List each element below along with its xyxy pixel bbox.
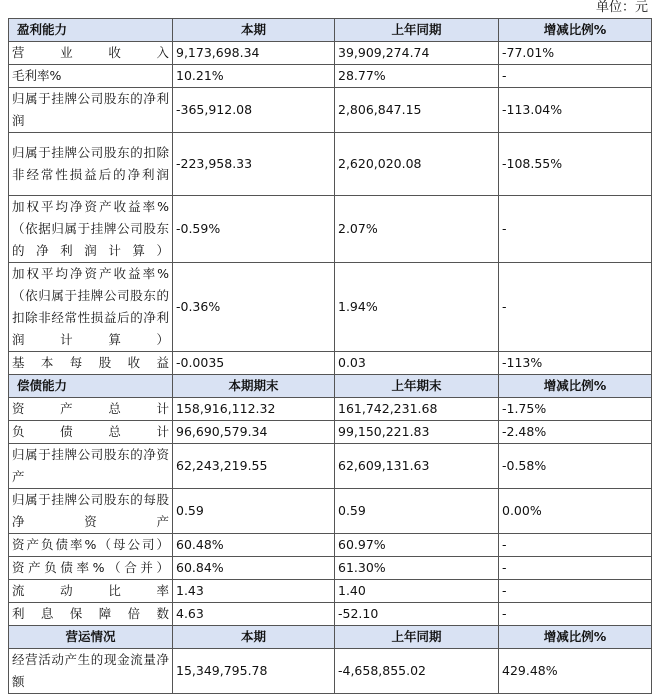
previous-value: 2.07%	[335, 196, 499, 263]
current-value: -223,958.33	[173, 133, 335, 196]
table-row	[9, 133, 652, 196]
previous-value: 61.30%	[335, 557, 499, 580]
header-operations: 营运情况	[9, 626, 173, 649]
change-value: -	[499, 557, 652, 580]
current-value: -0.59%	[173, 196, 335, 263]
previous-value: 99,150,221.83	[335, 421, 499, 444]
change-value: -	[499, 580, 652, 603]
table-row	[9, 88, 652, 133]
change-value: -	[499, 196, 652, 263]
previous-value: 1.40	[335, 580, 499, 603]
table-row	[9, 42, 652, 65]
row-label: 加权平均净资产收益率%（依据归属于挂牌公司股东的净利润计算）	[9, 196, 173, 263]
previous-value: 161,742,231.68	[335, 398, 499, 421]
change-value: -2.48%	[499, 421, 652, 444]
header-change-ratio: 增减比例%	[499, 19, 652, 42]
change-value: 429.48%	[499, 649, 652, 694]
header-prior-period: 上年同期	[335, 626, 499, 649]
change-value: -	[499, 534, 652, 557]
header-change-ratio: 增减比例%	[499, 375, 652, 398]
change-value: -	[499, 65, 652, 88]
table-row	[9, 352, 652, 375]
change-value: -0.58%	[499, 444, 652, 489]
table-row	[9, 263, 652, 352]
current-value: 9,173,698.34	[173, 42, 335, 65]
row-label: 基本每股收益	[9, 352, 173, 375]
row-label: 资产负债率%（合并）	[9, 557, 173, 580]
header-current-period: 本期	[173, 626, 335, 649]
row-label: 营业收入	[9, 42, 173, 65]
profitability-header-row	[9, 19, 652, 42]
current-value: 158,916,112.32	[173, 398, 335, 421]
current-value: 15,349,795.78	[173, 649, 335, 694]
current-value: -0.36%	[173, 263, 335, 352]
header-prior-period: 上年同期	[335, 19, 499, 42]
previous-value: 39,909,274.74	[335, 42, 499, 65]
row-label: 毛利率%	[9, 65, 173, 88]
change-value: -1.75%	[499, 398, 652, 421]
change-value: -113%	[499, 352, 652, 375]
row-label: 经营活动产生的现金流量净额	[9, 649, 173, 694]
previous-value: 62,609,131.63	[335, 444, 499, 489]
header-current-period: 本期	[173, 19, 335, 42]
previous-value: 60.97%	[335, 534, 499, 557]
previous-value: 1.94%	[335, 263, 499, 352]
header-prior-year-end: 上年期末	[335, 375, 499, 398]
change-value: -	[499, 603, 652, 626]
change-value: -77.01%	[499, 42, 652, 65]
row-label: 加权平均净资产收益率%（依归属于挂牌公司股东的扣除非经常性损益后的净利润计算）	[9, 263, 173, 352]
current-value: -0.0035	[173, 352, 335, 375]
table-row	[9, 534, 652, 557]
current-value: 60.84%	[173, 557, 335, 580]
row-label: 负债总计	[9, 421, 173, 444]
current-value: -365,912.08	[173, 88, 335, 133]
row-label: 流动比率	[9, 580, 173, 603]
header-profitability: 盈利能力	[9, 19, 173, 42]
row-label: 归属于挂牌公司股东的净利润	[9, 88, 173, 133]
change-value: -108.55%	[499, 133, 652, 196]
row-label: 归属于挂牌公司股东的净资产	[9, 444, 173, 489]
row-label: 归属于挂牌公司股东的扣除非经常性损益后的净利润	[9, 133, 173, 196]
table-row	[9, 65, 652, 88]
row-label: 归属于挂牌公司股东的每股净资产	[9, 489, 173, 534]
row-label: 资产总计	[9, 398, 173, 421]
current-value: 0.59	[173, 489, 335, 534]
table-row	[9, 557, 652, 580]
current-value: 10.21%	[173, 65, 335, 88]
table-row	[9, 603, 652, 626]
current-value: 62,243,219.55	[173, 444, 335, 489]
table-row	[9, 196, 652, 263]
previous-value: 2,806,847.15	[335, 88, 499, 133]
change-value: -113.04%	[499, 88, 652, 133]
table-row	[9, 398, 652, 421]
operations-header-row	[9, 626, 652, 649]
current-value: 96,690,579.34	[173, 421, 335, 444]
table-row	[9, 489, 652, 534]
header-period-end: 本期期末	[173, 375, 335, 398]
table-row	[9, 444, 652, 489]
header-change-ratio: 增减比例%	[499, 626, 652, 649]
row-label: 资产负债率%（母公司）	[9, 534, 173, 557]
header-solvency: 偿债能力	[9, 375, 173, 398]
row-label: 利息保障倍数	[9, 603, 173, 626]
table-row	[9, 649, 652, 694]
previous-value: -4,658,855.02	[335, 649, 499, 694]
current-value: 1.43	[173, 580, 335, 603]
table-row	[9, 421, 652, 444]
unit-label: 单位：元	[595, 0, 648, 15]
previous-value: 2,620,020.08	[335, 133, 499, 196]
previous-value: 0.03	[335, 352, 499, 375]
current-value: 60.48%	[173, 534, 335, 557]
previous-value: 28.77%	[335, 65, 499, 88]
table-row	[9, 580, 652, 603]
previous-value: -52.10	[335, 603, 499, 626]
change-value: -	[499, 263, 652, 352]
change-value: 0.00%	[499, 489, 652, 534]
current-value: 4.63	[173, 603, 335, 626]
financial-indicators-table	[8, 18, 652, 694]
solvency-header-row	[9, 375, 652, 398]
previous-value: 0.59	[335, 489, 499, 534]
